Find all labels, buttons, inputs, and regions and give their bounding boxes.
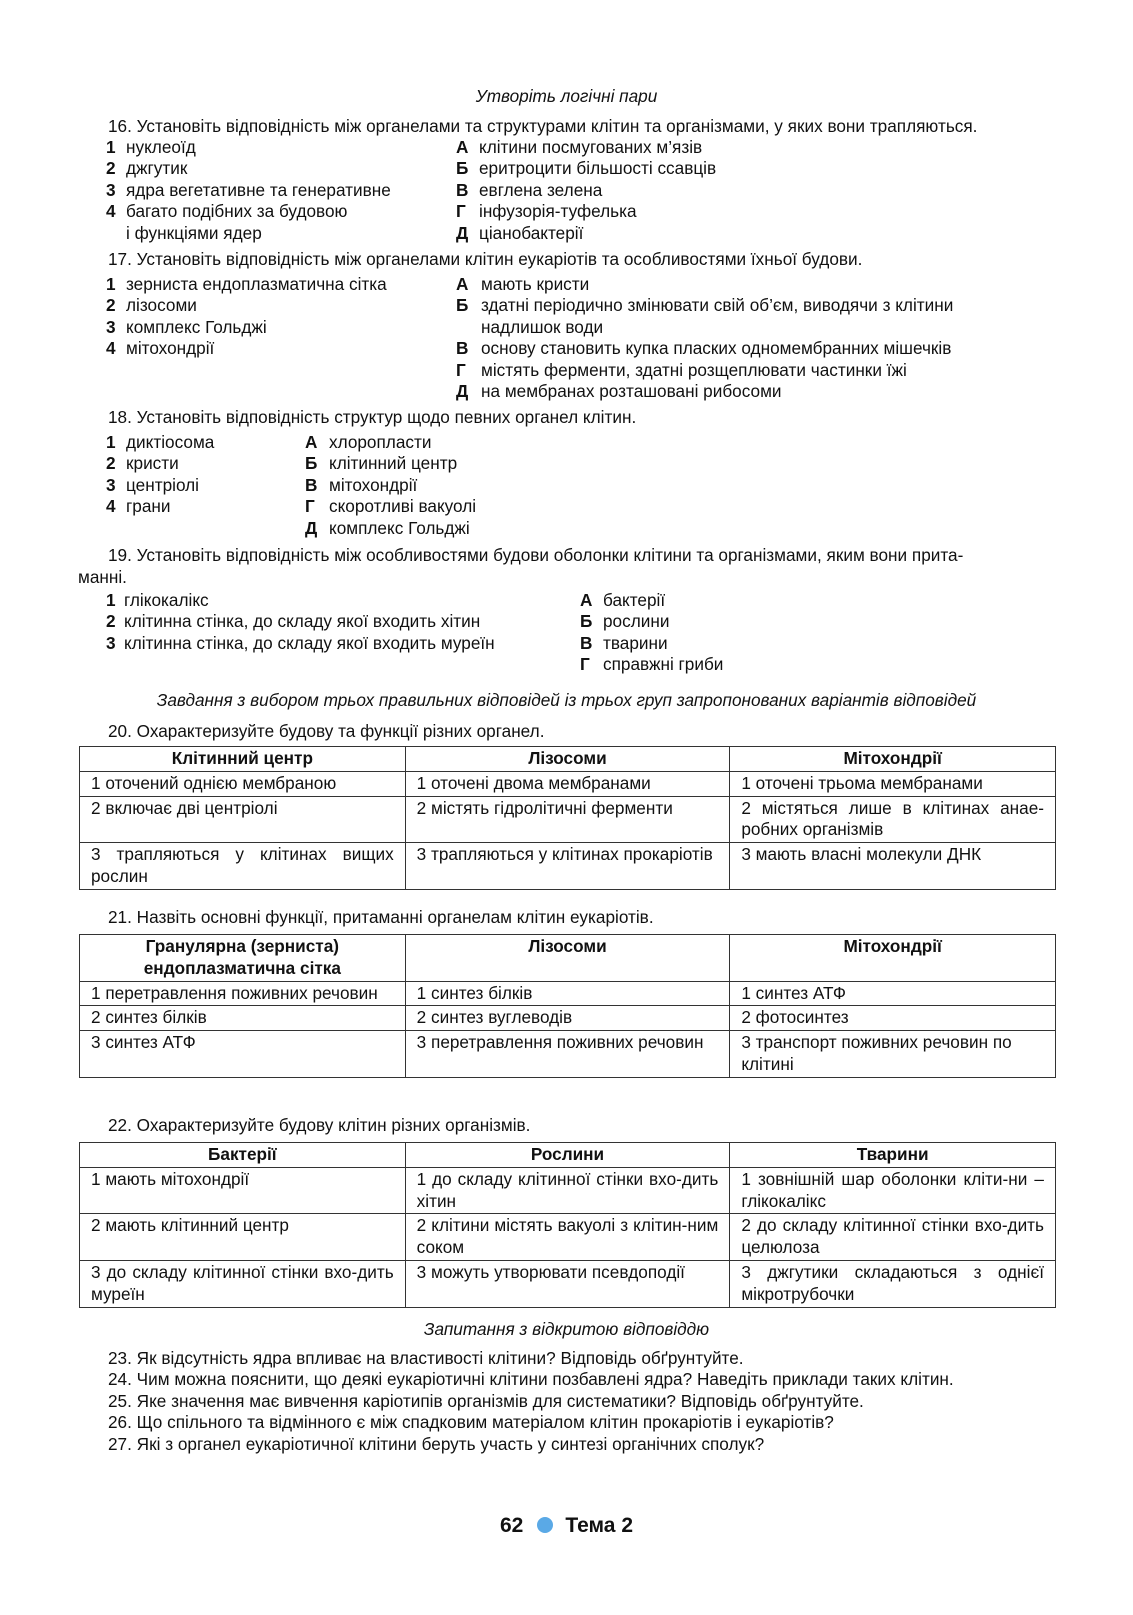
- q22-table: [79, 1142, 1056, 1308]
- q17-right-item-cont: надлишок води: [481, 317, 604, 337]
- table-header-cell: Лізосоми: [405, 935, 730, 982]
- q19-right-letter: А: [580, 590, 593, 610]
- q17-right-letter: Г: [456, 360, 466, 380]
- q17-right-item: мають кристи: [481, 274, 590, 294]
- table-cell: 3 до складу клітинної стінки вхо-дить муреїн: [80, 1260, 406, 1307]
- q18-right-item: хлоропласти: [329, 432, 432, 452]
- page-footer: [0, 1513, 1133, 1539]
- question-27-text: 27. Які з органел еукаріотичної клітини беруть участь у синтезі органічних сполук?: [108, 1434, 765, 1454]
- q19-left-item: глікокалікс: [124, 590, 209, 610]
- q17-right-item: основу становить купка пласких одномембранних мішечків: [481, 338, 952, 358]
- table-cell: 2 фотосинтез: [730, 1006, 1056, 1031]
- question-24-text: 24. Чим можна пояснити, що деякі еукаріотичні клітини позбавлені ядра? Наведіть приклади таких клітин.: [108, 1369, 954, 1389]
- question-22-text: 22. Охарактеризуйте будову клітин різних організмів.: [108, 1115, 531, 1135]
- table-cell: 1 оточені двома мембранами: [405, 771, 730, 796]
- q17-right-letter: Д: [456, 381, 469, 401]
- q17-left-item: мітохондрії: [126, 338, 215, 358]
- q19-right-item: тварини: [603, 633, 668, 653]
- table-header-cell: Рослини: [405, 1143, 730, 1168]
- table-cell: 3 перетравлення поживних речовин: [405, 1031, 730, 1078]
- q19-right-item: справжні гриби: [603, 654, 724, 674]
- q18-right-letter: Д: [305, 518, 318, 538]
- q19-left-num: 2: [106, 611, 116, 631]
- table-header-cell: Тварини: [730, 1143, 1056, 1168]
- q16-right-letter: Г: [456, 201, 466, 221]
- question-23-text: 23. Як відсутність ядра впливає на властивості клітини? Відповідь обґрунтуйте.: [108, 1348, 744, 1368]
- table-cell: 1 до складу клітинної стінки вхо-дить хітин: [405, 1167, 730, 1214]
- q17-right-letter: В: [456, 338, 469, 358]
- q19-right-letter: Б: [580, 611, 593, 631]
- q17-left-num: 4: [106, 338, 116, 358]
- q17-left-num: 1: [106, 274, 116, 294]
- table-cell: 1 перетравлення поживних речовин: [80, 981, 406, 1006]
- q16-left-item: ядра вегетативне та генеративне: [126, 180, 391, 200]
- table-row: [80, 1260, 1056, 1307]
- table-cell: 1 синтез білків: [405, 981, 730, 1006]
- table-row: [80, 1167, 1056, 1214]
- q17-right-letter: А: [456, 274, 469, 294]
- q16-right-item: еритроцити більшості ссавців: [479, 158, 717, 178]
- q18-left-num: 1: [106, 432, 116, 452]
- q16-left-num: 3: [106, 180, 116, 200]
- q18-right-letter: Б: [305, 453, 318, 473]
- q18-left-item: грани: [126, 496, 171, 516]
- table-row: [80, 796, 1056, 843]
- question-18-text: 18. Установіть відповідність структур щодо певних органел клітин.: [108, 407, 637, 427]
- q16-right-letter: Д: [456, 223, 469, 243]
- q16-left-item: джгутик: [126, 158, 188, 178]
- q17-left-item: зерниста ендоплазматична сітка: [126, 274, 387, 294]
- table-header-row: [80, 747, 1056, 772]
- question-16-text: 16. Установіть відповідність між органелами та структурами клітин та організмами, у яких вони трапляються.: [108, 116, 978, 136]
- q16-left-num: 1: [106, 137, 116, 157]
- table-header-row: [80, 1143, 1056, 1168]
- q21-table: [79, 934, 1056, 1078]
- q16-right-item: евглена зелена: [479, 180, 603, 200]
- table-cell: 3 транспорт поживних речовин по клітині: [730, 1031, 1056, 1078]
- table-header-cell: Бактерії: [80, 1143, 406, 1168]
- q18-left-item: кристи: [126, 453, 179, 473]
- table-row: [80, 1214, 1056, 1261]
- q16-right-item: ціанобактерії: [479, 223, 584, 243]
- q18-left-num: 4: [106, 496, 116, 516]
- q20-table: [79, 746, 1056, 890]
- q16-left-item: нуклеоїд: [126, 137, 196, 157]
- table-header-cell: Мітохондрії: [730, 935, 1056, 982]
- table-cell: 1 оточені трьома мембранами: [730, 771, 1056, 796]
- question-20-text: 20. Охарактеризуйте будову та функції різних органел.: [108, 721, 545, 741]
- q19-left-num: 1: [106, 590, 116, 610]
- q16-left-item: багато подібних за будовою: [126, 201, 348, 221]
- table-row: [80, 843, 1056, 890]
- q17-right-item: містять ферменти, здатні розщеплювати частинки їжі: [481, 360, 907, 380]
- table-cell: 2 містяться лише в клітинах анае-робних організмів: [730, 796, 1056, 843]
- q17-left-num: 3: [106, 317, 116, 337]
- table-cell: 2 синтез вуглеводів: [405, 1006, 730, 1031]
- table-cell: 2 клітини містять вакуолі з клітин-ним соком: [405, 1214, 730, 1261]
- q16-left-num: 2: [106, 158, 116, 178]
- q17-right-item: здатні періодично змінювати свій об’єм, виводячи з клітини: [481, 295, 954, 315]
- q18-left-num: 3: [106, 475, 116, 495]
- table-cell: 1 мають мітохондрії: [80, 1167, 406, 1214]
- q16-right-letter: В: [456, 180, 469, 200]
- q16-left-num: 4: [106, 201, 116, 221]
- q19-left-item: клітинна стінка, до складу якої входить муреїн: [124, 633, 495, 653]
- question-26-text: 26. Що спільного та відмінного є між спадковим матеріалом клітин прокаріотів і еукаріотів?: [108, 1412, 834, 1432]
- q16-right-item: інфузорія-туфелька: [479, 201, 637, 221]
- q19-left-item: клітинна стінка, до складу якої входить хітин: [124, 611, 481, 631]
- q16-right-letter: А: [456, 137, 469, 157]
- q17-left-item: лізосоми: [126, 295, 197, 315]
- table-row: [80, 1031, 1056, 1078]
- q17-right-letter: Б: [456, 295, 469, 315]
- q19-right-item: рослини: [603, 611, 670, 631]
- q18-right-item: клітинний центр: [329, 453, 458, 473]
- bullet-dot-icon: [537, 1517, 553, 1533]
- question-19-text: 19. Установіть відповідність між особливостями будови оболонки клітини та організмами, яким вони прита-: [108, 545, 964, 565]
- table-cell: 3 синтез АТФ: [80, 1031, 406, 1078]
- table-header-cell: Мітохондрії: [730, 747, 1056, 772]
- q16-right-letter: Б: [456, 158, 469, 178]
- q18-right-item: комплекс Гольджі: [329, 518, 470, 538]
- table-row: [80, 1006, 1056, 1031]
- table-cell: 3 джгутики складаються з однієї мікротрубочки: [730, 1260, 1056, 1307]
- topic-label: Тема 2: [565, 1514, 633, 1537]
- question-21-text: 21. Назвіть основні функції, притаманні органелам клітин еукаріотів.: [108, 907, 654, 927]
- section-heading-open-questions: Запитання з відкритою відповіддю: [423, 1319, 710, 1339]
- q19-right-item: бактерії: [603, 590, 666, 610]
- q18-left-item: диктіосома: [126, 432, 215, 452]
- table-cell: 3 мають власні молекули ДНК: [730, 843, 1056, 890]
- q18-left-item: центріолі: [126, 475, 199, 495]
- table-row: [80, 981, 1056, 1006]
- table-row: [80, 771, 1056, 796]
- question-17-text: 17. Установіть відповідність між органелами клітин еукаріотів та особливостями їхньої будови.: [108, 249, 863, 269]
- table-cell: 1 зовнішній шар оболонки кліти-ни – глікокалікс: [730, 1167, 1056, 1214]
- q18-right-letter: В: [305, 475, 318, 495]
- table-cell: 2 синтез білків: [80, 1006, 406, 1031]
- q19-right-letter: В: [580, 633, 593, 653]
- question-19-text-cont: манні.: [78, 567, 127, 587]
- table-cell: 2 мають клітинний центр: [80, 1214, 406, 1261]
- section-heading-three-choice: Завдання з вибором трьох правильних відповідей із трьох груп запропонованих варіантів відповідей: [156, 690, 977, 710]
- table-cell: 3 можуть утворювати псевдоподії: [405, 1260, 730, 1307]
- q17-left-item: комплекс Гольджі: [126, 317, 267, 337]
- table-header-cell: Клітинний центр: [80, 747, 406, 772]
- q17-right-item: на мембранах розташовані рибосоми: [481, 381, 782, 401]
- table-cell: 1 синтез АТФ: [730, 981, 1056, 1006]
- table-cell: 1 оточений однією мембраною: [80, 771, 406, 796]
- table-cell: 3 трапляються у клітинах вищих рослин: [80, 843, 406, 890]
- table-header-row: [80, 935, 1056, 982]
- q18-left-num: 2: [106, 453, 116, 473]
- q17-left-num: 2: [106, 295, 116, 315]
- q18-right-letter: Г: [305, 496, 315, 516]
- q19-right-letter: Г: [580, 654, 590, 674]
- q19-left-num: 3: [106, 633, 116, 653]
- question-25-text: 25. Яке значення має вивчення каріотипів організмів для систематики? Відповідь обґрунтуйте.: [108, 1391, 864, 1411]
- q16-left-item-cont: і функціями ядер: [126, 223, 262, 243]
- q18-right-item: мітохондрії: [329, 475, 418, 495]
- table-header-cell: Лізосоми: [405, 747, 730, 772]
- q18-right-letter: А: [305, 432, 318, 452]
- table-cell: 2 містять гідролітичні ферменти: [405, 796, 730, 843]
- table-header-cell: Гранулярна (зерниста) ендоплазматична сітка: [80, 935, 406, 982]
- page-number: 62: [500, 1514, 524, 1537]
- q16-right-item: клітини посмугованих м’язів: [479, 137, 703, 157]
- section-heading-logical-pairs: Утворіть логічні пари: [475, 86, 658, 106]
- table-cell: 2 до складу клітинної стінки вхо-дить целюлоза: [730, 1214, 1056, 1261]
- table-cell: 2 включає дві центріолі: [80, 796, 406, 843]
- table-cell: 3 трапляються у клітинах прокаріотів: [405, 843, 730, 890]
- q18-right-item: скоротливі вакуолі: [329, 496, 477, 516]
